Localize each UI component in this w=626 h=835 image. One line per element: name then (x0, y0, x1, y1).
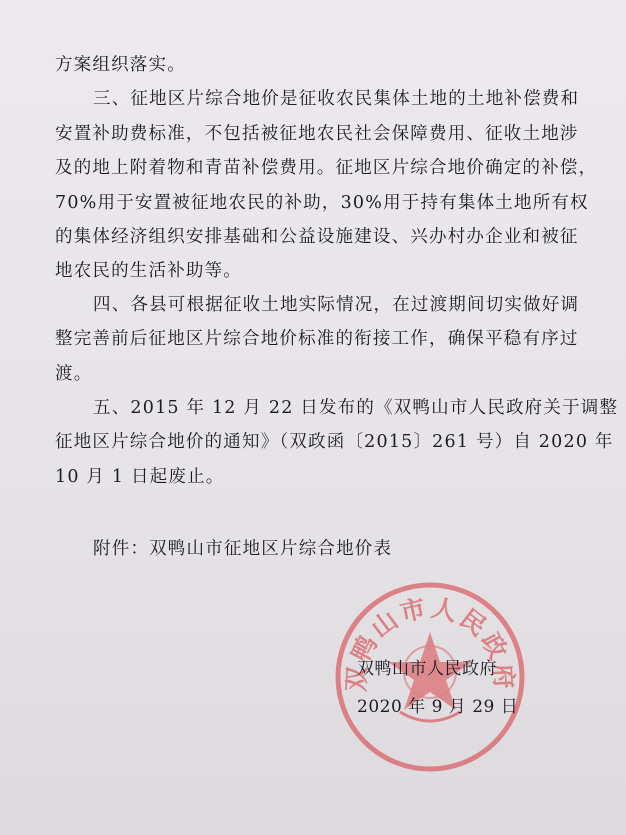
body-line: 三、征地区片综合地价是征收农民集体土地的土地补偿费和 (93, 89, 580, 109)
body-line: 70%用于安置被征地农民的补助，30%用于持有集体土地所有权 (55, 193, 589, 213)
signature-date: 2020 年 9 月 29 日 (357, 697, 519, 717)
body-line: 及的地上附着物和青苗补偿费用。征地区片综合地价确定的补偿， (55, 158, 598, 178)
body-line: 的集体经济组织安排基础和公益设施建设、兴办村办企业和被征 (55, 227, 579, 247)
svg-text:双鸭山市人民政府: 双鸭山市人民政府 (341, 593, 519, 693)
attachment-line: 附件：双鸭山市征地区片综合地价表 (93, 539, 393, 559)
body-line: 方案组织落实。 (55, 55, 186, 75)
body-line: 10 月 1 日起废止。 (55, 467, 225, 487)
signature-organization: 双鸭山市人民政府 (357, 659, 497, 679)
body-line: 四、各县可根据征收土地实际情况，在过渡期间切实做好调 (93, 295, 580, 315)
body-line: 渡。 (55, 364, 93, 384)
body-line: 安置补助费标准，不包括被征地农民社会保障费用、征收土地涉 (55, 124, 579, 144)
body-line: 五、2015 年 12 月 22 日发布的《双鸭山市人民政府关于调整 (93, 398, 619, 418)
body-line: 整完善前后征地区片综合地价标准的衔接工作，确保平稳有序过 (55, 329, 579, 349)
body-line: 地农民的生活补助等。 (55, 261, 242, 281)
body-line: 征地区片综合地价的通知》（双政函〔2015〕261 号）自 2020 年 (55, 432, 614, 452)
